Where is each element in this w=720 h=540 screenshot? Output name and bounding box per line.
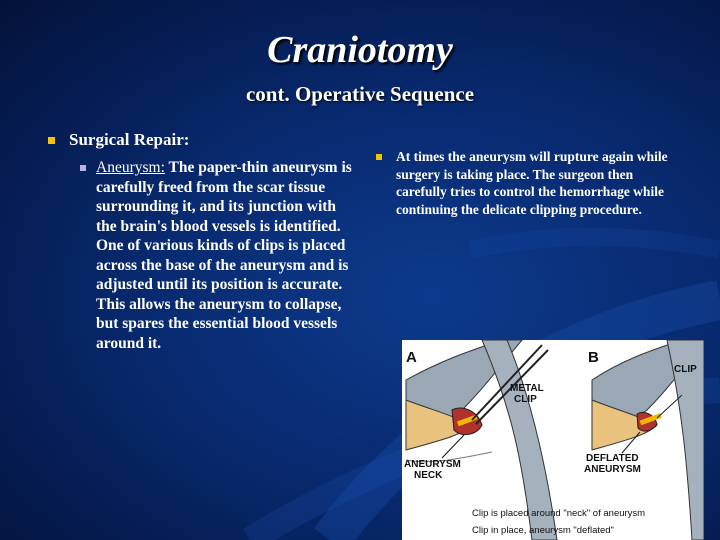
aneurysm-neck-label-line1: ANEURYSM [404,459,461,470]
metal-clip-label-line2: CLIP [514,394,537,405]
slide-title: Craniotomy [267,29,453,71]
metal-clip-label-line1: METAL [510,383,544,394]
figure-caption-2: Clip in place, aneurysm "deflated" [472,525,614,536]
panel-a-label: A [406,349,417,366]
bullet-aneurysm [80,158,352,353]
panel-b-label: B [588,349,599,366]
figure-caption-1: Clip is placed around "neck" of aneurysm [472,508,646,519]
aneurysm-clip-illustration [402,340,704,540]
bullet-surgical-repair [42,130,352,150]
surgical-repair-heading: Surgical Repair: [69,130,190,149]
deflated-aneurysm-label-line2: ANEURYSM [584,464,641,475]
deflated-aneurysm-label-line1: DEFLATED [586,453,639,464]
aneurysm-description: The paper-thin aneurysm is carefully freed from the scar tissue surrounding it, and its junction with the brain's blood vessels is identified. One of various kinds of clips is placed across the base of the aneurysm and is adjusted until its position is accurate. This allows the aneurysm to collapse, but spares the essential blood vessels around it. [96,159,352,352]
square-bullet-icon [376,154,382,160]
right-content [376,148,686,218]
square-bullet-icon [80,165,86,171]
clip-label: CLIP [674,364,697,375]
rupture-note: At times the aneurysm will rupture again while surgery is taking place. The surgeon then carefully tries to control the hemorrhage while continuing the delicate clipping procedure. [396,149,668,217]
aneurysm-neck-label-line2: NECK [414,470,443,481]
square-bullet-icon [48,137,55,144]
aneurysm-paragraph [96,158,352,353]
aneurysm-term: Aneurysm: [96,159,165,176]
slide-subtitle: cont. Operative Sequence [245,82,475,106]
left-content [42,130,352,353]
